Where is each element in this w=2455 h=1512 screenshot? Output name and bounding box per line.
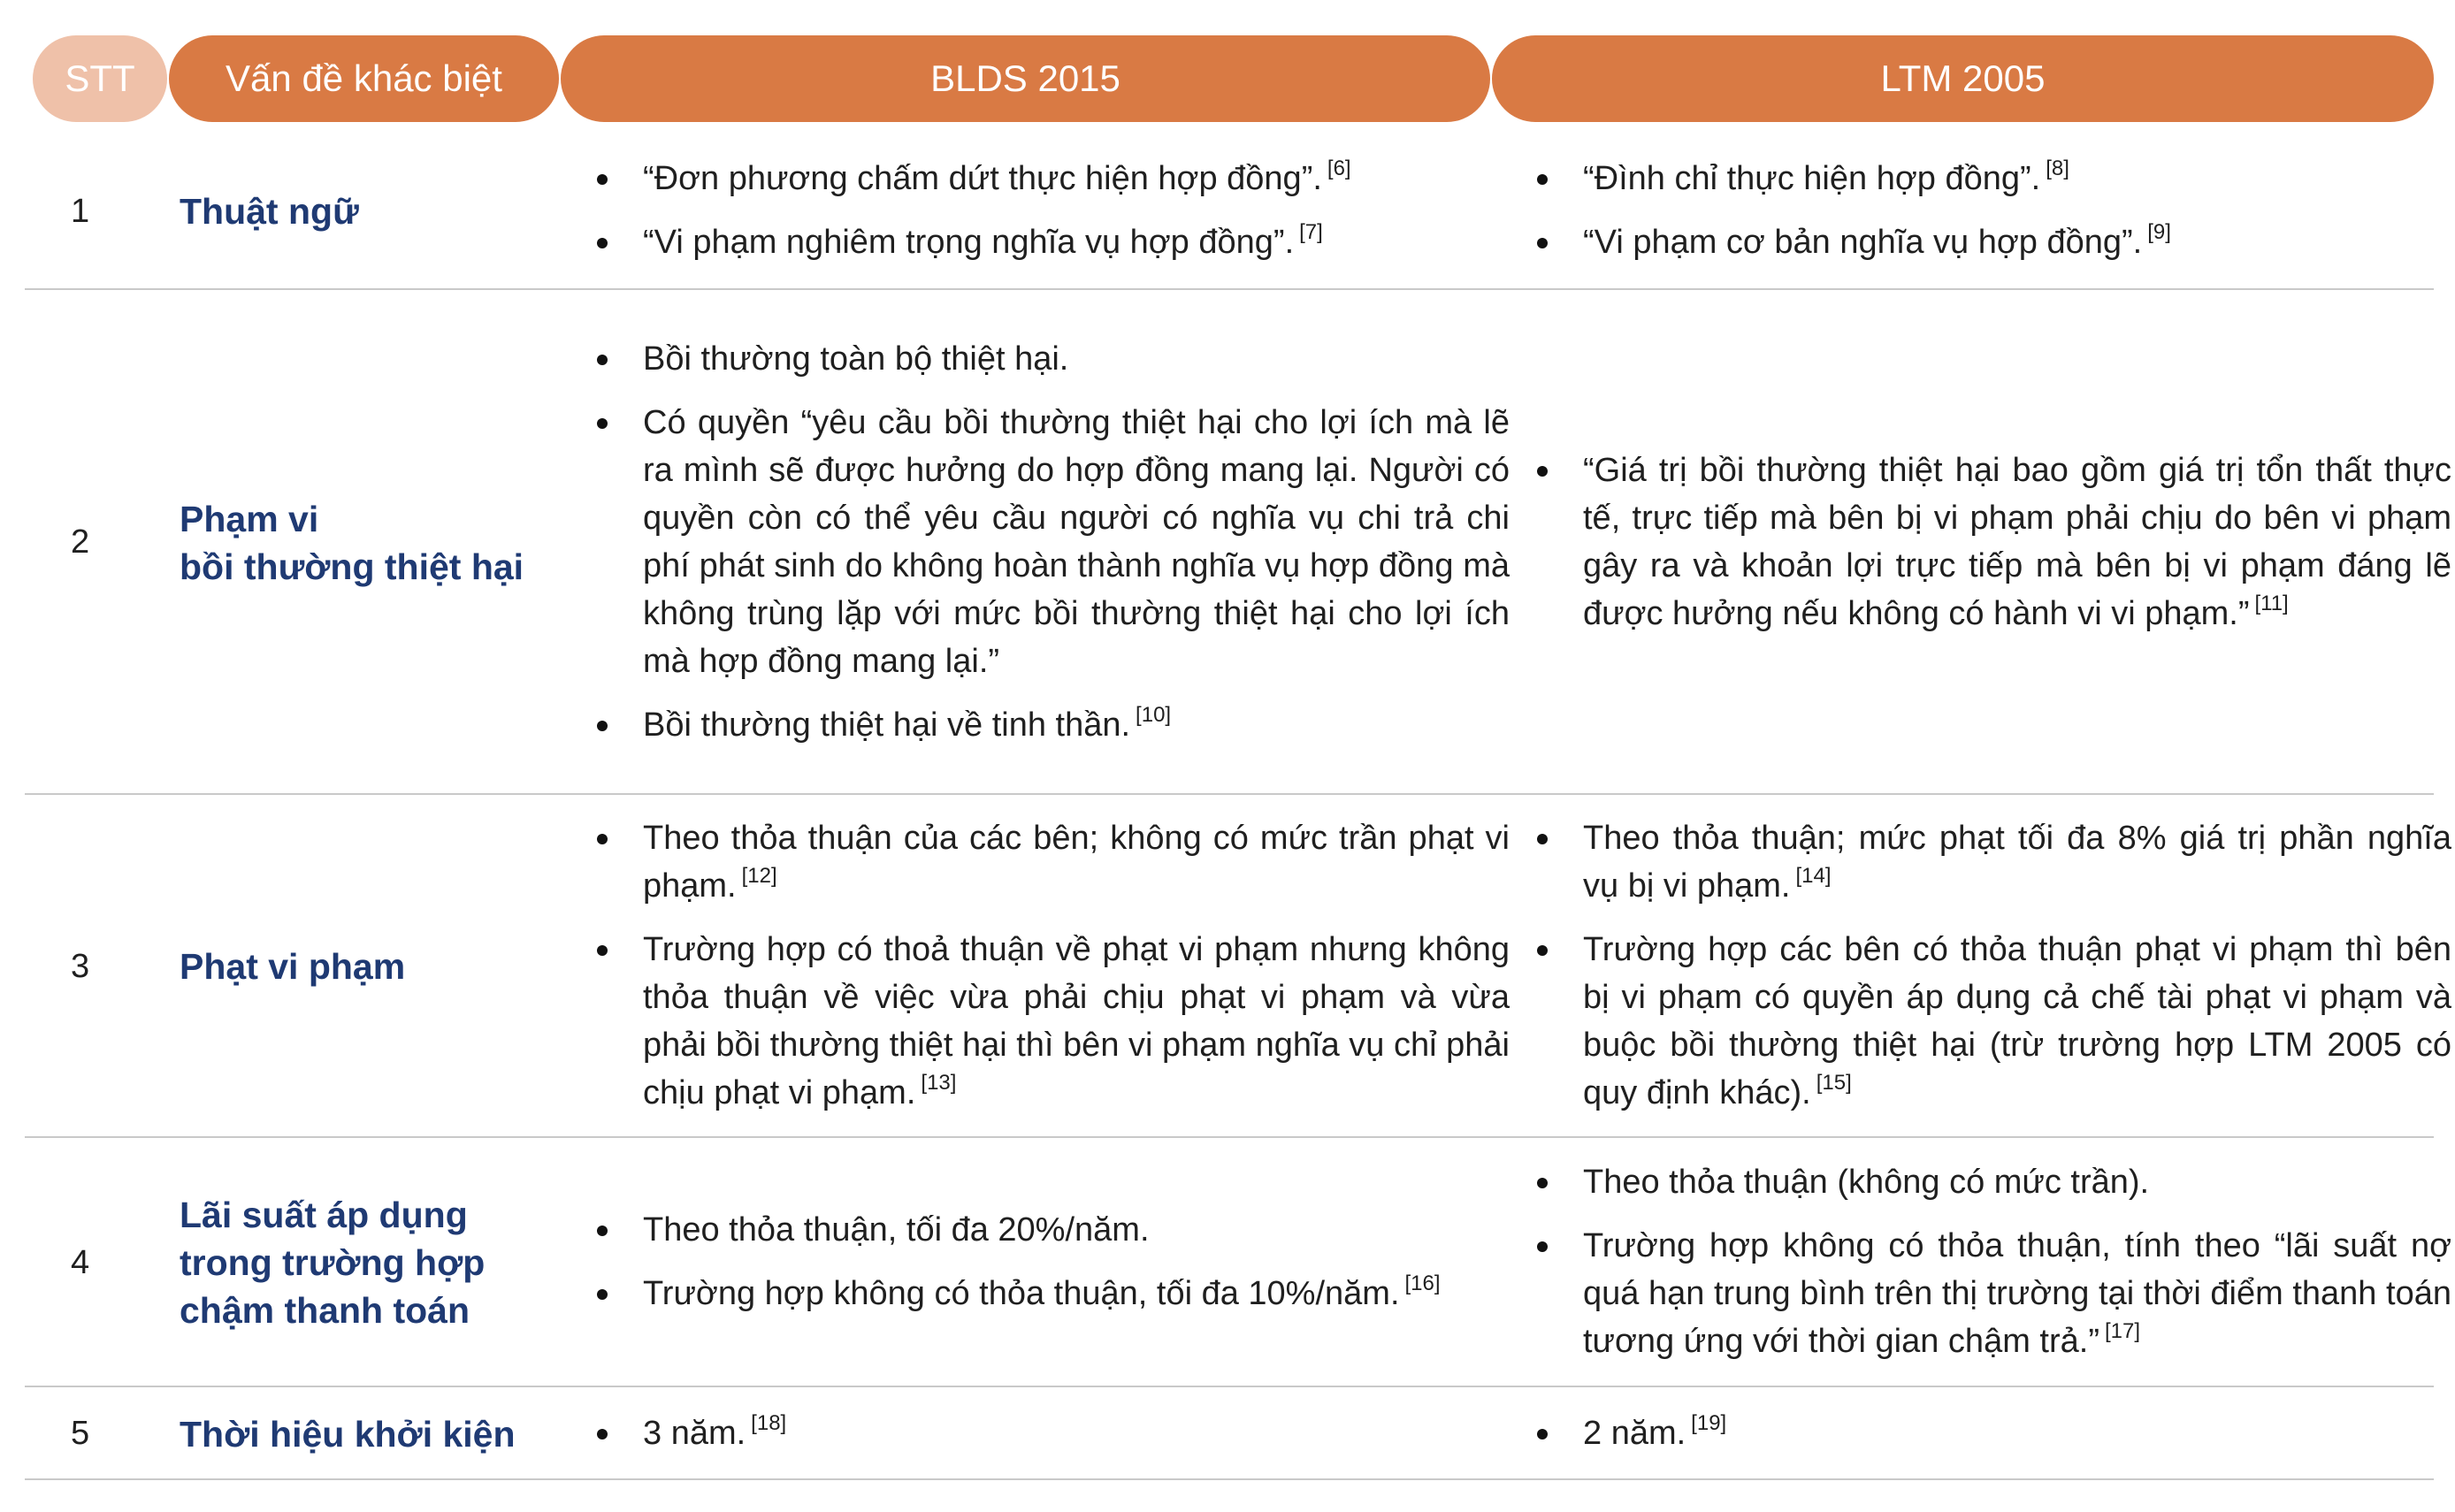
bullet-item: [570, 335, 1510, 383]
footnote-ref: [16]: [1404, 1271, 1441, 1295]
ltm-cell: [1510, 141, 2451, 279]
bullet-text: Trường hợp không có thỏa thuận, tính theo “lãi suất nợ quá hạn trung bình trên thị trường tại thời điểm thanh toán tương ứng với thời gian chậm trả.”: [1583, 1227, 2451, 1360]
ltm-list: [1510, 1409, 2451, 1457]
footnote-ref: [13]: [921, 1071, 957, 1095]
blds-cell: [570, 141, 1510, 279]
footnote-ref: [17]: [2104, 1319, 2141, 1343]
footnote-ref: [14]: [1795, 864, 1832, 888]
bullet-text: Có quyền “yêu cầu bồi thường thiệt hại cho lợi ích mà lẽ ra mình sẽ được hưởng do hợp đồng mang lại. Người có quyền còn có thể yêu cầu người có nghĩa vụ chi trả chi phí phát sinh do không hoàn thành nghĩa vụ hợp đồng mà không trùng lặp với mức bồi thường thiệt hại cho lợi ích mà hợp đồng mang lại.”: [643, 403, 1510, 680]
blds-cell: [570, 299, 1510, 784]
issue-title-line: bồi thường thiệt hại: [180, 546, 524, 587]
bullet-text: Theo thỏa thuận; mức phạt tối đa 8% giá trị phần nghĩa vụ bị vi phạm.: [1583, 820, 2451, 905]
bullet-text: Bồi thường thiệt hại về tinh thần.: [643, 706, 1131, 744]
row-number: 3: [71, 947, 90, 985]
blds-list: [570, 335, 1510, 749]
bullet-item: [1510, 814, 2451, 910]
issue-title-line: trong trường hợp: [180, 1242, 486, 1283]
bullet-text: Theo thỏa thuận của các bên; không có mức trần phạt vi phạm.: [643, 820, 1510, 905]
row-number: 2: [71, 523, 90, 561]
footnote-ref: [7]: [1299, 220, 1323, 244]
row-number: 4: [71, 1243, 90, 1281]
bullet-item: [570, 926, 1510, 1117]
bullet-item: [1510, 155, 2451, 202]
bullet-text: 3 năm.: [643, 1414, 746, 1452]
bullet-item: [570, 701, 1510, 749]
issue-title-line: Phạt vi phạm: [180, 946, 406, 987]
bullet-item: [1510, 1409, 2451, 1457]
bullet-text: “Giá trị bồi thường thiệt hại bao gồm giá trị tổn thất thực tế, trực tiếp mà bên bị vi phạm phải chịu do bên vi phạm gây ra và khoản lợi trực tiếp mà bên bị vi phạm đáng lẽ được hưởng nếu không có hành vi vi phạm.”: [1583, 451, 2451, 632]
row-issue-title: [180, 1138, 577, 1387]
row-issue-title: [180, 290, 577, 795]
ltm-cell: [1510, 1147, 2451, 1377]
row-number: 1: [71, 192, 90, 230]
bullet-text: Trường hợp không có thỏa thuận, tối đa 10%/năm.: [643, 1275, 1400, 1312]
blds-list: [570, 155, 1510, 266]
issue-title-line: Phạm vi: [180, 498, 319, 539]
ltm-list: [1510, 447, 2451, 638]
ltm-list: [1510, 814, 2451, 1117]
blds-cell: [570, 1147, 1510, 1377]
bullet-item: [570, 399, 1510, 685]
ltm-cell: [1510, 299, 2451, 784]
bullet-text: “Vi phạm cơ bản nghĩa vụ hợp đồng”.: [1583, 224, 2143, 261]
ltm-cell: [1510, 1396, 2451, 1470]
issue-title-line: Thời hiệu khởi kiện: [180, 1413, 516, 1455]
bullet-item: [1510, 1158, 2451, 1206]
header-blds: BLDS 2015: [561, 35, 1490, 122]
row-divider: [25, 1478, 2434, 1480]
table-row: [25, 1387, 2434, 1480]
ltm-list: [1510, 1158, 2451, 1365]
blds-cell: [570, 1396, 1510, 1470]
row-issue-title: [180, 1387, 577, 1480]
table-row: [25, 133, 2434, 290]
issue-title-lines: [180, 187, 359, 235]
issue-title-lines: [180, 495, 524, 591]
bullet-item: [570, 1270, 1510, 1317]
bullet-item: [1510, 1222, 2451, 1365]
bullet-text: Theo thỏa thuận, tối đa 20%/năm.: [643, 1211, 1150, 1249]
bullet-item: [1510, 447, 2451, 638]
bullet-item: [570, 1409, 1510, 1457]
issue-title-line: chậm thanh toán: [180, 1290, 470, 1331]
row-issue-title: [180, 795, 577, 1138]
ltm-list: [1510, 155, 2451, 266]
footnote-ref: [18]: [751, 1410, 787, 1435]
header-stt: STT: [33, 35, 167, 122]
issue-title-lines: [180, 943, 405, 990]
row-number: 5: [71, 1415, 90, 1452]
bullet-text: 2 năm.: [1583, 1414, 1686, 1452]
issue-title-line: Thuật ngữ: [180, 191, 359, 232]
issue-title-line: Lãi suất áp dụng: [180, 1195, 468, 1235]
bullet-item: [1510, 926, 2451, 1117]
bullet-item: [570, 1206, 1510, 1254]
issue-title-lines: [180, 1191, 485, 1334]
bullet-text: Trường hợp có thoả thuận về phạt vi phạm nhưng không thỏa thuận về việc vừa phải chịu phạt vi phạm và vừa phải bồi thường thiệt hại thì bên vi phạm nghĩa vụ chỉ phải chịu phạt vi phạm.: [643, 931, 1510, 1111]
ltm-cell: [1510, 804, 2451, 1127]
bullet-item: [570, 155, 1510, 202]
footnote-ref: [12]: [741, 864, 777, 888]
row-issue-title: [180, 133, 577, 290]
footnote-ref: [10]: [1136, 702, 1172, 727]
bullet-item: [570, 814, 1510, 910]
bullet-text: Theo thỏa thuận (không có mức trần).: [1583, 1164, 2150, 1201]
blds-list: [570, 1409, 1510, 1457]
header-ltm: LTM 2005: [1492, 35, 2434, 122]
header-issue: Vấn đề khác biệt: [169, 35, 559, 122]
blds-list: [570, 814, 1510, 1117]
blds-list: [570, 1206, 1510, 1317]
bullet-text: “Vi phạm nghiêm trọng nghĩa vụ hợp đồng”.: [643, 224, 1295, 261]
table-row: [25, 1138, 2451, 1387]
footnote-ref: [8]: [2046, 157, 2069, 180]
bullet-text: Trường hợp các bên có thỏa thuận phạt vi phạm thì bên bị vi phạm có quyền áp dụng cả chế tài phạt vi phạm và buộc bồi thường thiệt hại (trừ trường hợp LTM 2005 có quy định khác).: [1583, 931, 2451, 1111]
bullet-text: “Đơn phương chấm dứt thực hiện hợp đồng”.: [643, 160, 1322, 197]
bullet-item: [570, 218, 1510, 266]
bullet-item: [1510, 218, 2451, 266]
footnote-ref: [19]: [1691, 1410, 1727, 1435]
footnote-ref: [6]: [1327, 157, 1351, 180]
footnote-ref: [9]: [2147, 220, 2171, 244]
table-row: [25, 290, 2451, 795]
bullet-text: “Đình chỉ thực hiện hợp đồng”.: [1583, 160, 2041, 197]
table-row: [25, 795, 2451, 1138]
footnote-ref: [11]: [2254, 591, 2289, 615]
blds-cell: [570, 804, 1510, 1127]
footnote-ref: [15]: [1816, 1071, 1852, 1095]
bullet-text: Bồi thường toàn bộ thiệt hại.: [643, 340, 1069, 378]
issue-title-lines: [180, 1410, 516, 1458]
